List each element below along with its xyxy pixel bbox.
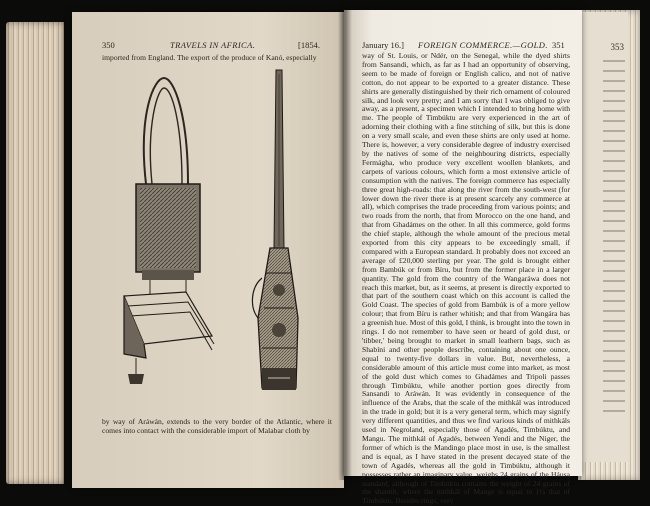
left-page: [72, 12, 344, 488]
sword-sheath-illustration: [248, 68, 308, 408]
right-page: [344, 10, 582, 506]
left-running-title: TRAVELS IN AFRICA.: [170, 40, 256, 50]
right-running-date: January 16.]: [362, 40, 405, 50]
book-gutter-shadow: [338, 10, 352, 480]
left-page-bottom-text: by way of Aráwán, extends to the very border of the Atlantic, where it comes into contact with the considerable import of Malabar cloth by: [102, 417, 332, 435]
right-running-title: FOREIGN COMMERCE.—GOLD.: [418, 40, 548, 50]
right-page-body-text: way of St. Louis, or Ndér, on the Senegal, while the dyed shirts from Sansandi, which, as far as I had an opportunity of observing, seem to be made of foreign or English calico, and not of native cotton, do not appear to be exported to a greater distance. These shirts are generally distinguished by their rich ornament of coloured silk, and look very pretty; and I am sorry that I was obliged to give away, as a present, a specimen which I intended to bring home with me. The people of Timbúktu are very experienced in the art of adorning their clothing with a fine stitching of silk, but this is done on a very small scale, and even these shirts are only used at home. There is, however, a very considerable degree of industry exercised by the natives of some of the neighbouring districts, especially Fermágha, who produce very excellent woollen blankets, and carpets of various colours, which form a most extensive article of consumption with the natives. The foreign commerce has especially three great high-roads: that along the river from the south-west (for lower down the river there is at present scarcely any commerce at all), which comprises the trade proceeding from various points; and two roads from the north, that from Morocco on the one hand, and that from Ghadámes on the other. In all this commerce, gold forms the chief staple, although the whole amount of the precious metal exported from this city appears to be exceedingly small, if compared with a European standard. It probably does not exceed an average of £20,000 sterling per year. The gold is brought either from Bambúk or from Bíru, but from the former place in a larger quantity. The gold from the country of the Wangaráwa does not reach this market, but, as it seems, at present is directly exported to that part of the southern coast which on this account is called the Gold Coast. The species of gold from Bambúk is of a more yellow colour; that from Bíru is rather whitish; and that from Wangára has a greenish hue. Most of this gold, I think, is brought into the town in rings. I do not remember to have seen or heard of gold dust, or 'tibber,' being brought to market in small leathern bags, such as Shabíni and other people describe, containing about one ounce, equal to twenty-five dollars in value. But, nevertheless, a considerable amount of this article must come into market, as most of the gold dust which comes to Ghadámes and Tripoli passes through Timbúktu, while another portion goes directly from Sansandi to Aráwán. It was evidently in consequence of the influence of the Arabs, that the scale of the mithkál was introduced in the trade in gold; but it is a very general term, which may signify very different quantities, and thus we find various kinds of mithkáls used in Negroland, especially those of Agadés, Timbúktu, and Mangu. The mithkál of Agadés, between Yendi and the Niger, the former of which is the Mandingo place most in use, is the smallest and is equal, as I have stated in the present decayed state of the town of Agadés, whereas all the gold in Timbúktu, although it possesses rather an imaginary value, weighs 24 grains of the Háusa standard, although of Timbúktu contains the weight of 24 grains of the shantih, where the mithkál of Mange is equal to 1½ that of Timbúktu. Besides rings, very: [362, 51, 570, 506]
underlying-page-peek: [580, 12, 628, 462]
left-page-number: 350: [102, 40, 115, 50]
page-block-left-edge: [6, 22, 64, 484]
left-page-top-line: imported from England. The export of the produce of Kanó, especially: [102, 53, 317, 62]
peek-page-number: 353: [610, 42, 624, 52]
left-running-year: [1854.: [298, 40, 320, 50]
leather-bag-illustration: [116, 74, 226, 384]
right-page-number: 351: [552, 40, 565, 50]
